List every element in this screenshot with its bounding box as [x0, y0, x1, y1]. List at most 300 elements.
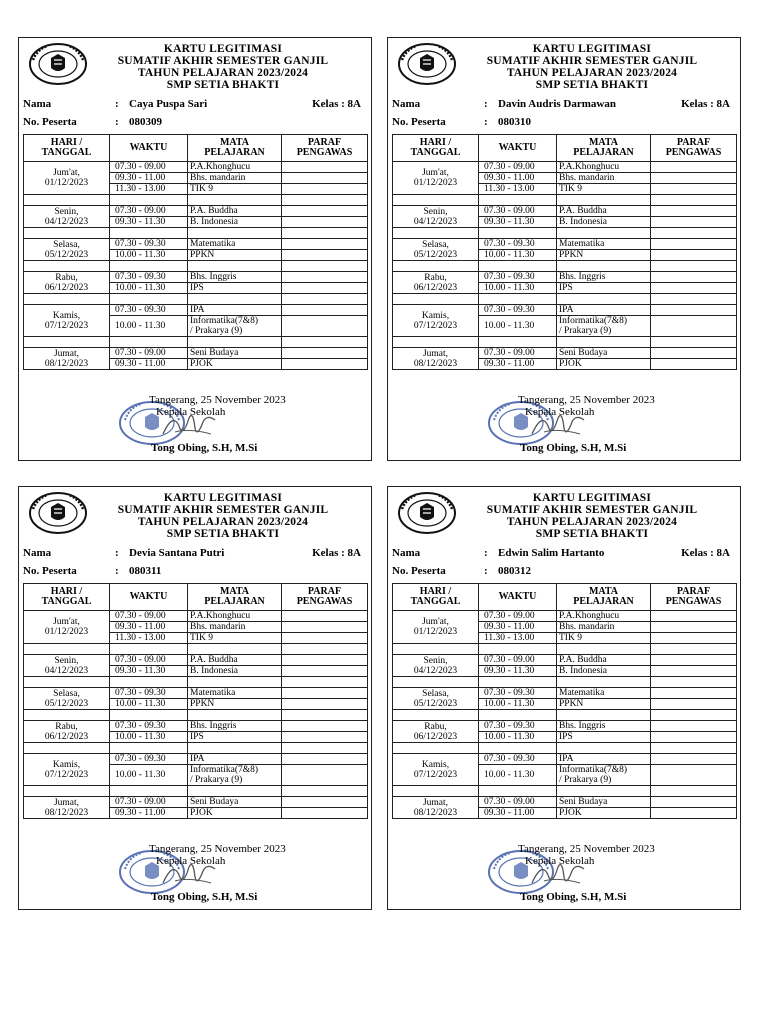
exam-subject: P.A. Buddha — [557, 206, 651, 217]
empty-cell — [110, 337, 188, 348]
principal-role: Kepala Sekolah — [525, 406, 595, 418]
empty-cell — [24, 195, 110, 206]
student-name: Devia Santana Putri — [129, 547, 225, 559]
supervisor-signature-cell[interactable] — [282, 206, 368, 217]
empty-cell — [557, 677, 651, 688]
exam-subject-line: Informatika(7&8) — [190, 316, 259, 326]
exam-time: 09.30 - 11.00 — [110, 173, 188, 184]
exam-time: 07.30 - 09.30 — [110, 305, 188, 316]
supervisor-signature-cell[interactable] — [282, 348, 368, 359]
supervisor-signature-cell[interactable] — [651, 316, 737, 337]
exam-time: 07.30 - 09.00 — [110, 655, 188, 666]
exam-date: 04/12/2023 — [44, 216, 89, 227]
exam-time: 07.30 - 09.00 — [479, 655, 557, 666]
supervisor-signature-cell[interactable] — [651, 633, 737, 644]
empty-cell — [393, 337, 479, 348]
exam-subject: B. Indonesia — [557, 666, 651, 677]
participant-colon: : — [115, 565, 119, 577]
exam-time: 10.00 - 11.30 — [479, 250, 557, 261]
empty-cell — [479, 261, 557, 272]
day-separator-row — [24, 644, 368, 655]
exam-time: 07.30 - 09.00 — [479, 162, 557, 173]
supervisor-signature-cell[interactable] — [651, 622, 737, 633]
exam-day-cell — [393, 305, 479, 337]
empty-cell — [110, 644, 188, 655]
supervisor-signature-cell[interactable] — [651, 217, 737, 228]
exam-date: 06/12/2023 — [413, 282, 458, 293]
empty-cell — [24, 337, 110, 348]
empty-cell — [110, 195, 188, 206]
exam-time: 11.30 - 13.00 — [479, 184, 557, 195]
empty-cell — [651, 337, 737, 348]
exam-day-cell — [24, 688, 110, 710]
school-name: SMP SETIA BHAKTI — [535, 79, 649, 91]
supervisor-signature-cell[interactable] — [651, 206, 737, 217]
signature-block — [388, 843, 740, 907]
supervisor-signature-cell[interactable] — [282, 622, 368, 633]
empty-cell — [188, 261, 282, 272]
exam-time: 07.30 - 09.30 — [479, 721, 557, 732]
exam-subject: PPKN — [557, 699, 651, 710]
empty-cell — [24, 228, 110, 239]
exam-date: 07/12/2023 — [413, 320, 458, 331]
signature-block — [19, 843, 371, 907]
card-subtitle: SUMATIF AKHIR SEMESTER GANJIL — [117, 55, 329, 67]
table-header-row — [393, 584, 737, 611]
supervisor-signature-cell[interactable] — [282, 797, 368, 808]
participant-number: 080310 — [498, 116, 531, 128]
exam-day-cell — [393, 162, 479, 195]
empty-cell — [282, 644, 368, 655]
exam-day: Selasa, — [422, 239, 449, 250]
signature-block — [388, 394, 740, 458]
exam-time: 07.30 - 09.30 — [110, 688, 188, 699]
supervisor-signature-cell[interactable] — [282, 184, 368, 195]
exam-subject: TIK 9 — [188, 184, 282, 195]
supervisor-signature-cell[interactable] — [282, 272, 368, 283]
day-separator-row — [393, 710, 737, 721]
exam-time: 09.30 - 11.00 — [110, 808, 188, 819]
place-date: Tangerang, 25 November 2023 — [149, 394, 286, 406]
supervisor-signature-cell[interactable] — [651, 272, 737, 283]
supervisor-signature-cell[interactable] — [282, 655, 368, 666]
exam-day-cell — [393, 754, 479, 786]
empty-cell — [479, 677, 557, 688]
empty-cell — [479, 786, 557, 797]
school-name: SMP SETIA BHAKTI — [166, 528, 280, 540]
empty-cell — [393, 261, 479, 272]
academic-year: TAHUN PELAJARAN 2023/2024 — [137, 67, 309, 79]
supervisor-signature-cell[interactable] — [651, 765, 737, 786]
exam-time: 07.30 - 09.30 — [110, 721, 188, 732]
exam-subject: Seni Budaya — [188, 348, 282, 359]
empty-cell — [188, 228, 282, 239]
exam-schedule-table — [23, 583, 368, 819]
schedule-row — [24, 272, 368, 283]
supervisor-signature-cell[interactable] — [282, 283, 368, 294]
supervisor-signature-cell[interactable] — [651, 688, 737, 699]
supervisor-signature-cell[interactable] — [651, 721, 737, 732]
legitimation-card — [387, 37, 741, 461]
empty-cell — [651, 677, 737, 688]
exam-day-cell — [393, 272, 479, 294]
exam-day-cell — [24, 611, 110, 644]
supervisor-signature-cell[interactable] — [282, 316, 368, 337]
supervisor-signature-cell[interactable] — [651, 655, 737, 666]
empty-cell — [651, 644, 737, 655]
exam-time: 07.30 - 09.00 — [479, 611, 557, 622]
exam-subject: B. Indonesia — [188, 666, 282, 677]
name-label: Nama — [23, 547, 52, 559]
empty-cell — [557, 195, 651, 206]
exam-subject: Matematika — [557, 688, 651, 699]
schedule-row — [393, 688, 737, 699]
exam-subject: PJOK — [557, 808, 651, 819]
day-separator-row — [24, 228, 368, 239]
supervisor-signature-cell[interactable] — [651, 611, 737, 622]
exam-subject — [557, 316, 651, 337]
principal-name: Tong Obing, S.H, M.Si — [520, 891, 627, 903]
name-colon: : — [484, 98, 488, 110]
day-separator-row — [393, 677, 737, 688]
schedule-row — [393, 611, 737, 622]
exam-time: 07.30 - 09.30 — [479, 754, 557, 765]
exam-day: Senin, — [54, 655, 79, 666]
exam-time: 09.30 - 11.30 — [479, 217, 557, 228]
exam-subject: IPS — [557, 283, 651, 294]
empty-cell — [24, 710, 110, 721]
exam-day: Selasa, — [422, 688, 449, 699]
supervisor-signature-cell[interactable] — [651, 359, 737, 370]
exam-day: Kamis, — [52, 759, 81, 770]
empty-cell — [282, 228, 368, 239]
empty-cell — [393, 195, 479, 206]
supervisor-signature-cell[interactable] — [282, 217, 368, 228]
place-date: Tangerang, 25 November 2023 — [518, 843, 655, 855]
day-separator-row — [24, 195, 368, 206]
participant-number: 080312 — [498, 565, 531, 577]
supervisor-signature-cell[interactable] — [651, 305, 737, 316]
exam-day: Jumat, — [53, 348, 80, 359]
empty-cell — [188, 743, 282, 754]
exam-subject: TIK 9 — [557, 184, 651, 195]
supervisor-signature-cell[interactable] — [651, 162, 737, 173]
empty-cell — [188, 195, 282, 206]
exam-time: 09.30 - 11.30 — [479, 666, 557, 677]
exam-subject: PJOK — [557, 359, 651, 370]
exam-day: Senin, — [423, 655, 448, 666]
empty-cell — [393, 294, 479, 305]
empty-cell — [24, 644, 110, 655]
empty-cell — [479, 710, 557, 721]
card-heading — [89, 492, 357, 540]
supervisor-signature-cell[interactable] — [282, 699, 368, 710]
participant-number: 080309 — [129, 116, 162, 128]
supervisor-signature-cell[interactable] — [651, 173, 737, 184]
supervisor-signature-cell[interactable] — [651, 666, 737, 677]
supervisor-signature-cell[interactable] — [282, 765, 368, 786]
header-day-date: HARI / TANGGAL — [393, 135, 479, 162]
supervisor-signature-cell[interactable] — [282, 250, 368, 261]
empty-cell — [110, 677, 188, 688]
participant-colon: : — [115, 116, 119, 128]
exam-day: Senin, — [54, 206, 79, 217]
exam-time: 09.30 - 11.30 — [110, 666, 188, 677]
empty-cell — [188, 644, 282, 655]
supervisor-signature-cell[interactable] — [651, 754, 737, 765]
empty-cell — [24, 294, 110, 305]
participant-number-label: No. Peserta — [392, 116, 446, 128]
supervisor-signature-cell[interactable] — [282, 239, 368, 250]
empty-cell — [393, 228, 479, 239]
card-heading — [458, 492, 726, 540]
supervisor-signature-cell[interactable] — [282, 754, 368, 765]
card-subtitle: SUMATIF AKHIR SEMESTER GANJIL — [486, 55, 698, 67]
supervisor-signature-cell[interactable] — [282, 611, 368, 622]
exam-time: 07.30 - 09.00 — [110, 206, 188, 217]
exam-day: Rabu, — [55, 272, 78, 283]
exam-time: 10.00 - 11.30 — [479, 316, 557, 337]
empty-cell — [651, 195, 737, 206]
exam-day: Jumat, — [422, 797, 449, 808]
exam-subject: Matematika — [557, 239, 651, 250]
header-time: WAKTU — [479, 584, 557, 611]
empty-cell — [479, 337, 557, 348]
exam-day-cell — [393, 348, 479, 370]
exam-subject: IPA — [557, 305, 651, 316]
exam-subject: Bhs. mandarin — [188, 622, 282, 633]
signature-icon — [528, 408, 588, 442]
school-logo-icon — [27, 491, 89, 535]
exam-time: 09.30 - 11.00 — [479, 359, 557, 370]
empty-cell — [557, 337, 651, 348]
exam-date: 01/12/2023 — [44, 627, 89, 637]
day-separator-row — [393, 261, 737, 272]
exam-subject: Matematika — [188, 239, 282, 250]
supervisor-signature-cell[interactable] — [651, 250, 737, 261]
participant-colon: : — [484, 565, 488, 577]
exam-time: 07.30 - 09.00 — [110, 348, 188, 359]
class-label: Kelas : 8A — [312, 547, 361, 559]
card-title: KARTU LEGITIMASI — [532, 43, 652, 55]
day-separator-row — [393, 743, 737, 754]
exam-date: 06/12/2023 — [44, 731, 89, 742]
principal-role: Kepala Sekolah — [156, 855, 226, 867]
exam-date: 04/12/2023 — [44, 665, 89, 676]
exam-time: 07.30 - 09.00 — [110, 162, 188, 173]
exam-time: 09.30 - 11.00 — [110, 622, 188, 633]
table-header-row — [393, 135, 737, 162]
schedule-row — [24, 305, 368, 316]
exam-time: 11.30 - 13.00 — [110, 633, 188, 644]
exam-subject: Seni Budaya — [557, 797, 651, 808]
empty-cell — [188, 710, 282, 721]
exam-day-cell — [393, 688, 479, 710]
exam-date: 01/12/2023 — [44, 178, 89, 188]
signature-icon — [159, 857, 219, 891]
header-day-date: HARI / TANGGAL — [24, 135, 110, 162]
supervisor-signature-cell[interactable] — [651, 239, 737, 250]
supervisor-signature-cell[interactable] — [282, 808, 368, 819]
schedule-row — [393, 162, 737, 173]
table-header-row — [24, 135, 368, 162]
exam-day: Rabu, — [424, 721, 447, 732]
exam-day: Kamis, — [421, 759, 450, 770]
day-separator-row — [24, 710, 368, 721]
exam-time: 09.30 - 11.00 — [479, 622, 557, 633]
empty-cell — [393, 710, 479, 721]
exam-subject — [557, 765, 651, 786]
exam-time: 07.30 - 09.30 — [110, 239, 188, 250]
empty-cell — [479, 644, 557, 655]
exam-date: 07/12/2023 — [44, 769, 89, 780]
principal-name: Tong Obing, S.H, M.Si — [520, 442, 627, 454]
legitimation-card — [18, 37, 372, 461]
header-time: WAKTU — [110, 135, 188, 162]
exam-day-cell — [393, 611, 479, 644]
participant-colon: : — [484, 116, 488, 128]
exam-time: 07.30 - 09.30 — [479, 688, 557, 699]
exam-time: 09.30 - 11.00 — [479, 808, 557, 819]
participant-number-label: No. Peserta — [23, 116, 77, 128]
exam-subject: PJOK — [188, 808, 282, 819]
exam-date: 06/12/2023 — [413, 731, 458, 742]
supervisor-signature-cell[interactable] — [282, 688, 368, 699]
exam-subject: Bhs. Inggris — [557, 272, 651, 283]
supervisor-signature-cell[interactable] — [282, 633, 368, 644]
day-separator-row — [24, 337, 368, 348]
supervisor-signature-cell[interactable] — [282, 162, 368, 173]
exam-date: 04/12/2023 — [413, 665, 458, 676]
supervisor-signature-cell[interactable] — [282, 732, 368, 743]
exam-time: 07.30 - 09.00 — [479, 797, 557, 808]
exam-time: 07.30 - 09.30 — [110, 754, 188, 765]
exam-day-cell — [24, 239, 110, 261]
exam-day: Senin, — [423, 206, 448, 217]
schedule-row — [24, 611, 368, 622]
exam-schedule-table — [23, 134, 368, 370]
exam-time: 10.00 - 11.30 — [479, 283, 557, 294]
exam-day-cell — [24, 797, 110, 819]
supervisor-signature-cell[interactable] — [282, 666, 368, 677]
schedule-row — [24, 162, 368, 173]
header-subject: MATA PELAJARAN — [557, 584, 651, 611]
day-separator-row — [393, 337, 737, 348]
exam-date: 08/12/2023 — [44, 358, 89, 369]
table-header-row — [24, 584, 368, 611]
empty-cell — [282, 710, 368, 721]
exam-subject-line: / Prakarya (9) — [190, 775, 243, 785]
empty-cell — [557, 228, 651, 239]
school-logo-icon — [396, 491, 458, 535]
participant-number-label: No. Peserta — [392, 565, 446, 577]
supervisor-signature-cell[interactable] — [282, 173, 368, 184]
day-separator-row — [393, 644, 737, 655]
exam-subject — [188, 316, 282, 337]
supervisor-signature-cell[interactable] — [651, 283, 737, 294]
exam-time: 07.30 - 09.00 — [110, 611, 188, 622]
header-time: WAKTU — [110, 584, 188, 611]
day-separator-row — [24, 743, 368, 754]
exam-day: Selasa, — [53, 239, 80, 250]
exam-subject: P.A. Buddha — [188, 655, 282, 666]
principal-role: Kepala Sekolah — [156, 406, 226, 418]
header-signature: PARAF PENGAWAS — [651, 584, 737, 611]
day-separator-row — [24, 261, 368, 272]
exam-subject-line: Informatika(7&8) — [190, 765, 259, 775]
supervisor-signature-cell[interactable] — [651, 699, 737, 710]
exam-date: 05/12/2023 — [44, 698, 89, 709]
principal-role: Kepala Sekolah — [525, 855, 595, 867]
supervisor-signature-cell[interactable] — [651, 797, 737, 808]
empty-cell — [393, 743, 479, 754]
academic-year: TAHUN PELAJARAN 2023/2024 — [506, 516, 678, 528]
exam-day: Jumat, — [422, 348, 449, 359]
empty-cell — [110, 710, 188, 721]
exam-time: 09.30 - 11.00 — [479, 173, 557, 184]
supervisor-signature-cell[interactable] — [282, 721, 368, 732]
exam-date: 08/12/2023 — [413, 807, 458, 818]
header-day-date: HARI / TANGGAL — [393, 584, 479, 611]
exam-day: Jum'at, — [53, 617, 80, 627]
supervisor-signature-cell[interactable] — [282, 305, 368, 316]
school-name: SMP SETIA BHAKTI — [166, 79, 280, 91]
schedule-row — [393, 754, 737, 765]
legitimation-card — [387, 486, 741, 910]
header-day-date: HARI / TANGGAL — [24, 584, 110, 611]
empty-cell — [557, 294, 651, 305]
empty-cell — [393, 786, 479, 797]
exam-time: 09.30 - 11.00 — [110, 359, 188, 370]
schedule-row — [393, 305, 737, 316]
empty-cell — [110, 786, 188, 797]
header-signature: PARAF PENGAWAS — [282, 135, 368, 162]
exam-day: Jumat, — [53, 797, 80, 808]
academic-year: TAHUN PELAJARAN 2023/2024 — [506, 67, 678, 79]
empty-cell — [110, 261, 188, 272]
exam-day-cell — [24, 206, 110, 228]
exam-date: 08/12/2023 — [44, 807, 89, 818]
card-title: KARTU LEGITIMASI — [163, 492, 283, 504]
card-heading — [458, 43, 726, 91]
exam-date: 05/12/2023 — [413, 698, 458, 709]
empty-cell — [651, 294, 737, 305]
empty-cell — [651, 743, 737, 754]
supervisor-signature-cell[interactable] — [282, 359, 368, 370]
empty-cell — [479, 195, 557, 206]
empty-cell — [651, 261, 737, 272]
header-time: WAKTU — [479, 135, 557, 162]
empty-cell — [479, 294, 557, 305]
supervisor-signature-cell[interactable] — [651, 184, 737, 195]
supervisor-signature-cell[interactable] — [651, 348, 737, 359]
exam-day-cell — [393, 239, 479, 261]
exam-day: Selasa, — [53, 688, 80, 699]
supervisor-signature-cell[interactable] — [651, 808, 737, 819]
empty-cell — [651, 786, 737, 797]
exam-day-cell — [393, 797, 479, 819]
name-colon: : — [484, 547, 488, 559]
exam-subject: TIK 9 — [557, 633, 651, 644]
day-separator-row — [393, 786, 737, 797]
schedule-row — [393, 721, 737, 732]
empty-cell — [282, 261, 368, 272]
card-title: KARTU LEGITIMASI — [163, 43, 283, 55]
day-separator-row — [24, 294, 368, 305]
supervisor-signature-cell[interactable] — [651, 732, 737, 743]
empty-cell — [24, 677, 110, 688]
exam-subject: Matematika — [188, 688, 282, 699]
